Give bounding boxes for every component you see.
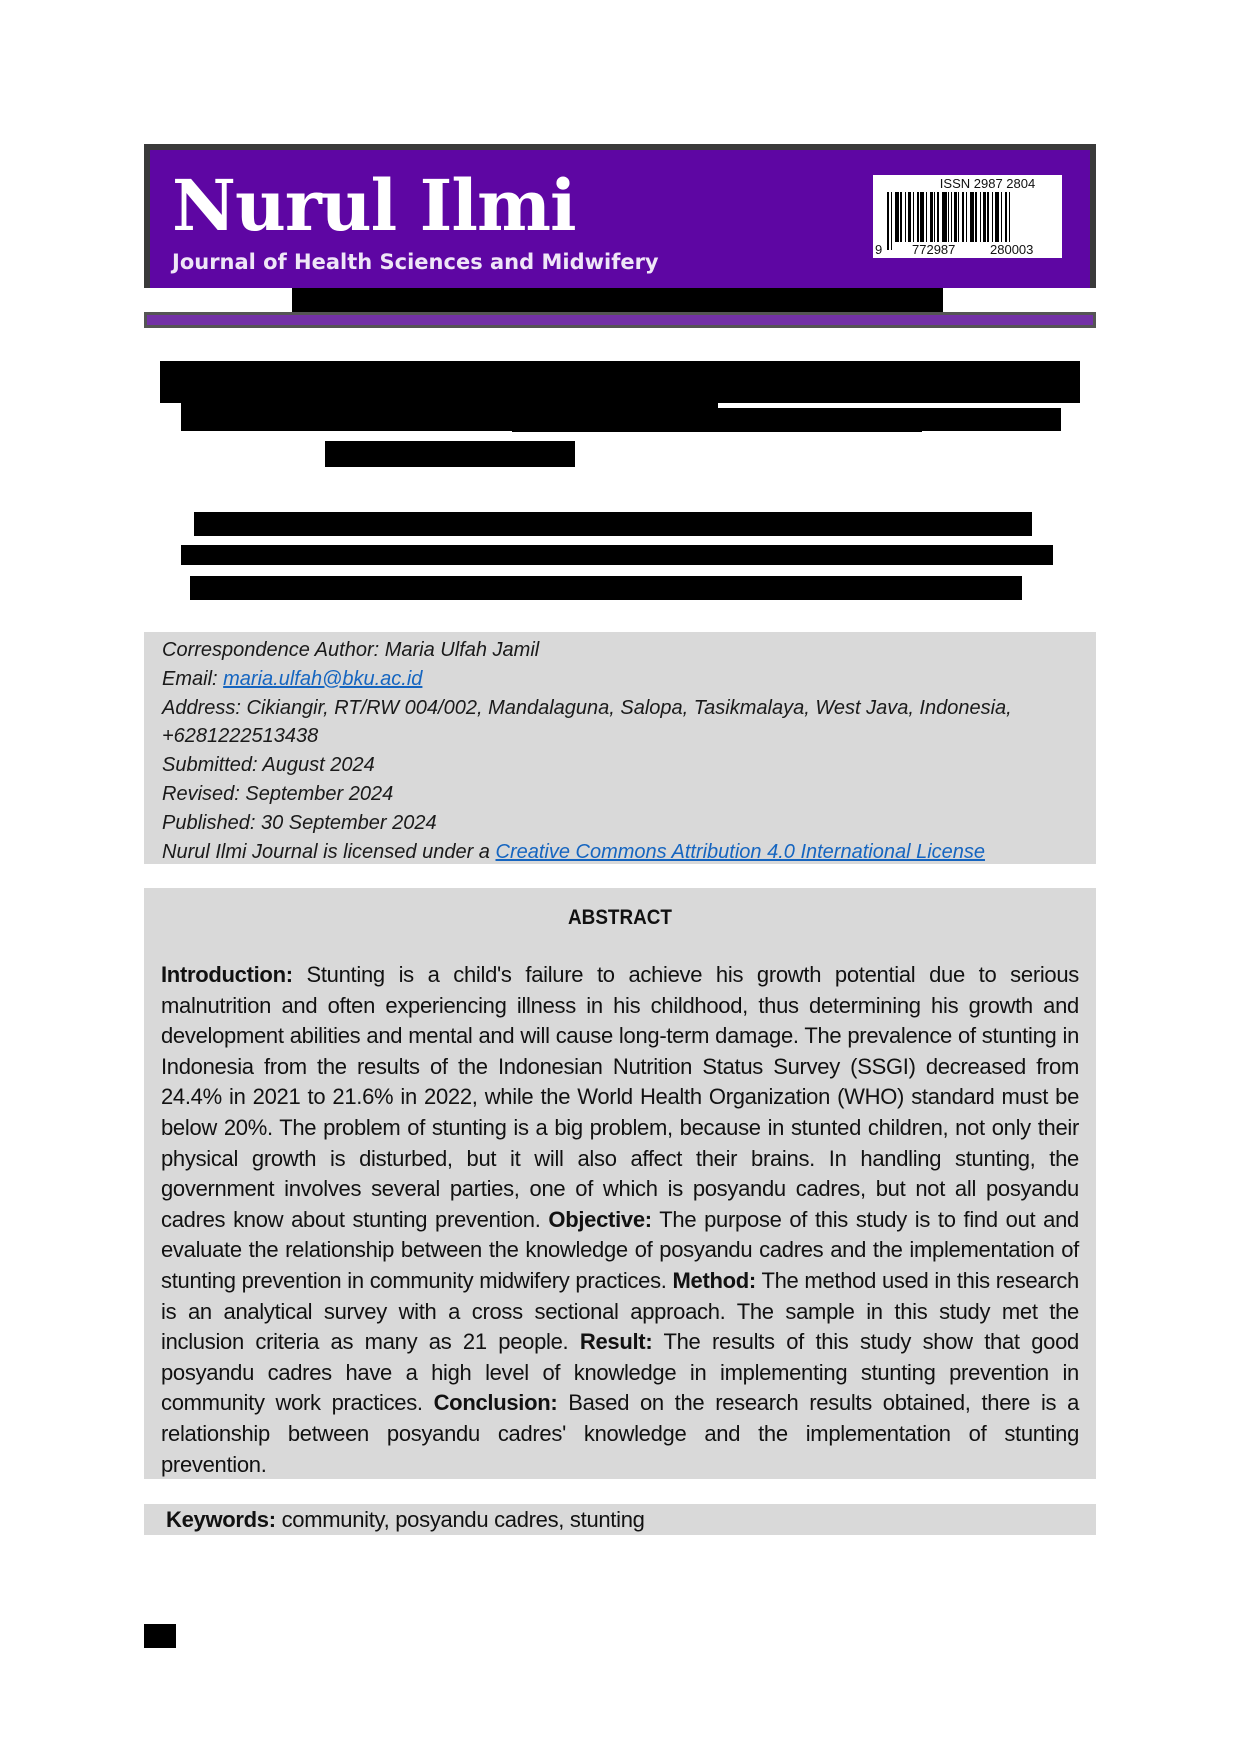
email-label: Email: <box>162 667 224 690</box>
correspondence-box <box>144 632 1096 864</box>
correspondence-phone: +6281222513438 <box>162 725 319 748</box>
introduction-label: Introduction: <box>161 962 293 987</box>
correspondence-address <box>162 694 1078 723</box>
introduction-text: Stunting is a child's failure to achieve his growth potential due to serious malnutrition and often experiencing illness in his childhood, thus determining his growth and development abilities and mental and will cause long-term damage. The prevalence of stunting in Indonesia from the results of the Indonesian Nutrition Status Survey (SSGI) decreased from 24.4% in 2021 to 21.6% in 2022, while the World Health Organization (WHO) standard must be below 20%. The problem of stunting is a big problem, because in stunted children, not only their physical growth is disturbed, but it will also affect their brains. In handling stunting, the government involves several parties, one of which is posyandu cadres, but not all posyandu cadres know about stunting prevention. <box>161 962 1079 1232</box>
keywords-values: community, posyandu cadres, stunting <box>275 1507 645 1532</box>
objective-label: Objective: <box>548 1206 652 1232</box>
redacted-author-line <box>181 545 1053 565</box>
journal-title: Nurul Ilmi <box>172 164 576 247</box>
address-label: Address: <box>162 696 247 719</box>
result-text: The results of this study show that good posyandu cadres have a high level of knowledge in implementing stunting prevention in community work practices. <box>161 1329 1079 1416</box>
objective-text: The purpose of this study is to find out and evaluate the relationship between the knowledge of posyandu cadres and the implementation of stunting prevention in community midwifery practices. <box>161 1206 1079 1293</box>
license-prefix: Nurul Ilmi Journal is licensed under a <box>162 840 496 863</box>
revised-date: Revised: September 2024 <box>162 782 394 805</box>
redacted-author-line <box>190 576 1022 600</box>
abstract-box <box>144 888 1096 1479</box>
redacted-title-line <box>325 448 326 449</box>
abstract-text <box>161 960 1079 1480</box>
accent-bar <box>144 312 1096 328</box>
accent-bar-inner <box>147 315 1093 325</box>
page-number-redacted <box>144 1624 176 1648</box>
redacted-title-line <box>160 361 1080 403</box>
correspondence-email <box>162 665 1078 694</box>
license-statement <box>162 838 1078 867</box>
barcode-digit-right: 280003 <box>987 242 1036 257</box>
method-label: Method: <box>672 1267 756 1293</box>
redacted-title-line <box>512 408 922 432</box>
journal-banner-inner <box>150 150 1090 288</box>
address-value: Cikiangir, RT/RW 004/002, Mandalaguna, Salopa, Tasikmalaya, West Java, Indonesia, <box>246 696 1012 719</box>
redacted-title-line <box>325 441 575 467</box>
keywords-label: Keywords: <box>166 1507 276 1532</box>
result-label: Result: <box>579 1329 653 1355</box>
barcode-digit-left: 772987 <box>909 242 958 257</box>
email-link[interactable]: maria.ulfah@bku.ac.id <box>223 667 423 690</box>
journal-banner <box>144 144 1096 288</box>
conclusion-label: Conclusion: <box>433 1390 558 1416</box>
keywords-box <box>144 1504 1096 1535</box>
redacted-author-line <box>194 512 1032 536</box>
barcode-icon <box>887 192 1055 242</box>
published-date: Published: 30 September 2024 <box>162 811 437 834</box>
redacted-volume-line <box>292 288 943 312</box>
author-name: Maria Ulfah Jamil <box>384 639 540 661</box>
conclusion-text: Based on the research results obtained, there is a relationship between posyandu cadres' knowledge and the implementation of stunting prevention. <box>161 1390 1080 1477</box>
license-link[interactable]: Creative Commons Attribution 4.0 International License <box>495 840 986 863</box>
method-text: The method used in this research is an analytical survey with a cross sectional approach. The sample in this study met the inclusion criteria as many as 21 people. <box>161 1267 1079 1355</box>
issn-label: ISSN 2987 2804 <box>939 176 1036 191</box>
journal-subtitle: Journal of Health Sciences and Midwifery <box>172 250 659 274</box>
issn-barcode <box>873 175 1062 258</box>
abstract-heading: ABSTRACT <box>568 906 672 929</box>
barcode-digit-prefix: 9 <box>875 242 883 257</box>
author-label: Correspondence Author: <box>162 639 385 661</box>
submitted-date: Submitted: August 2024 <box>162 754 375 777</box>
correspondence-author <box>162 636 1078 665</box>
